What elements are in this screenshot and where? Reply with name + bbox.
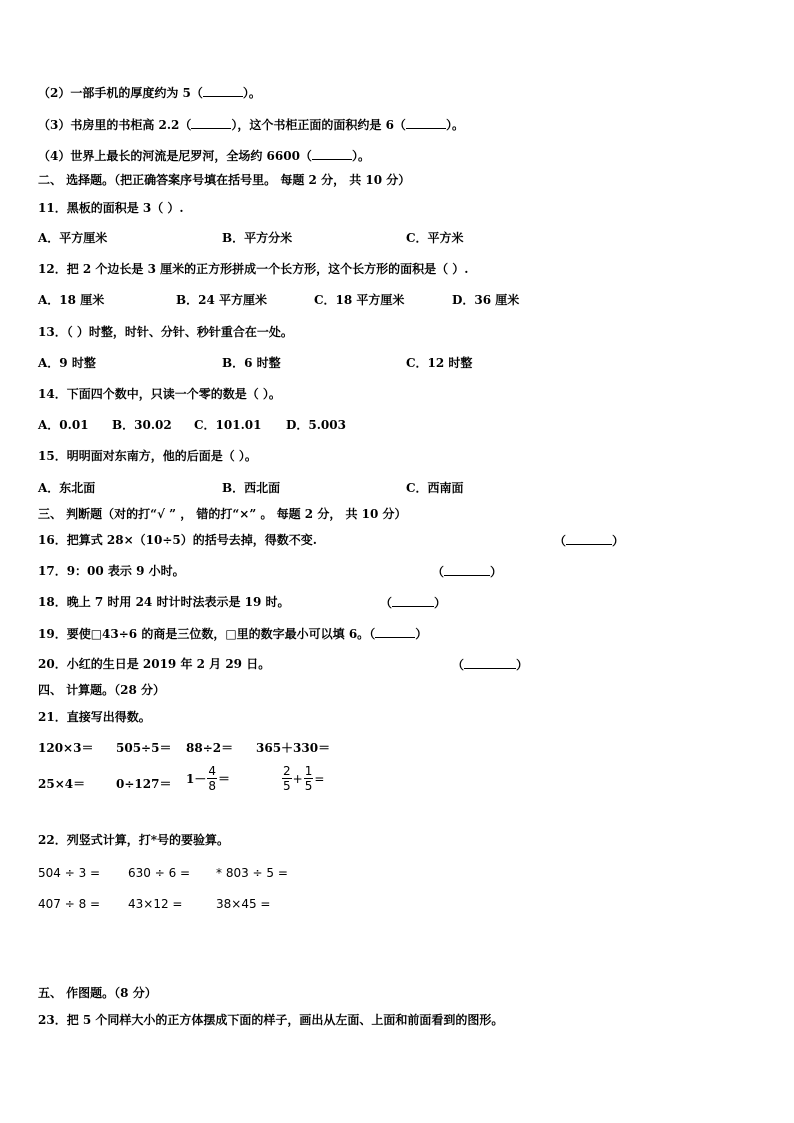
- q13-option-a[interactable]: A．9 时整: [38, 356, 96, 370]
- section3-title: 三、 判断题（对的打“√ ” ， 错的打“×” 。 每题 2 分， 共 10 分）: [38, 507, 407, 521]
- q21-stem: 21．直接写出得数。: [38, 710, 151, 724]
- q11-option-b[interactable]: B．平方分米: [222, 231, 293, 245]
- q16-text: 16．把算式 28×（10÷5）的括号去掉，得数不变.: [38, 533, 317, 547]
- q22-calc-1: 504 ÷ 3 =: [38, 866, 101, 880]
- q14-stem: 14．下面四个数中，只读一个零的数是（ ）。: [38, 387, 281, 401]
- q11-stem: 11．黑板的面积是 3（ ）.: [38, 201, 184, 215]
- q11-option-a[interactable]: A．平方厘米: [38, 231, 108, 245]
- q1-part2-end: ）。: [242, 86, 261, 100]
- q12-option-c[interactable]: C．18 平方厘米: [314, 293, 405, 307]
- fraction: $\frac{4}{8}$: [208, 764, 216, 793]
- q1-part3: [38, 116, 464, 133]
- q21-calc-4: 365＋330＝: [256, 741, 331, 755]
- q14-option-a[interactable]: A．0.01: [38, 418, 89, 432]
- q22-calc-2: 630 ÷ 6 =: [128, 866, 191, 880]
- q1-part4-end: ）。: [351, 149, 370, 163]
- q13-stem: 13．（ ）时整，时针、分针、秒针重合在一处。: [38, 325, 293, 339]
- answer-blank[interactable]: [191, 116, 231, 129]
- q17-answer[interactable]: （ ）: [432, 565, 503, 579]
- q12-stem: 12．把 2 个边长是 3 厘米的正方形拼成一个长方形，这个长方形的面积是（ ）.: [38, 262, 469, 276]
- q1-part4-text: （4）世界上最长的河流是尼罗河，全场约 6600（: [38, 149, 312, 163]
- q14-option-b[interactable]: B．30.02: [112, 418, 172, 432]
- q12-option-b[interactable]: B．24 平方厘米: [176, 293, 268, 307]
- q14-option-c[interactable]: C．101.01: [194, 418, 262, 432]
- q18-text: 18．晚上 7 时用 24 时计时法表示是 19 时。: [38, 595, 290, 609]
- section5-title: 五、 作图题。（8 分）: [38, 986, 157, 1000]
- q21-fraction-calc-1: 1－ $\frac{4}{8}$ ＝: [186, 764, 231, 793]
- fraction: $\frac{1}{5}$: [304, 764, 313, 793]
- q1-part2: [38, 84, 261, 101]
- q18-answer[interactable]: （ ）: [380, 596, 447, 610]
- section4-title: 四、 计算题。（28 分）: [38, 683, 166, 697]
- q22-calc-4: 407 ÷ 8 =: [38, 897, 101, 911]
- q21-fraction-calc-2: $\frac{2}{5}$ + $\frac{1}{5}$ =: [283, 764, 325, 793]
- fraction: $\frac{2}{5}$: [283, 764, 291, 793]
- q19-answer[interactable]: （ ）: [369, 627, 428, 641]
- q17-text: 17．9：00 表示 9 小时。: [38, 564, 185, 578]
- answer-blank[interactable]: [312, 147, 352, 160]
- q15-option-a[interactable]: A．东北面: [38, 481, 96, 495]
- section2-title: 二、 选择题。（把正确答案序号填在括号里。 每题 2 分， 共 10 分）: [38, 173, 411, 187]
- q14-option-d[interactable]: D．5.003: [286, 418, 346, 432]
- q22-calc-6: 38×45 =: [216, 897, 271, 911]
- q22-calc-5: 43×12 =: [128, 897, 183, 911]
- q15-option-c[interactable]: C．西南面: [406, 481, 464, 495]
- q13-option-c[interactable]: C．12 时整: [406, 356, 473, 370]
- q13-option-b[interactable]: B．6 时整: [222, 356, 281, 370]
- answer-blank[interactable]: [203, 84, 243, 97]
- q21-calc-3: 88÷2＝: [186, 741, 234, 755]
- q1-part4: [38, 147, 370, 164]
- q21-calc-6: 0÷127＝: [116, 777, 172, 791]
- q16-answer[interactable]: （ ）: [554, 534, 625, 548]
- q15-option-b[interactable]: B．西北面: [222, 481, 281, 495]
- q22-calc-3: * 803 ÷ 5 =: [216, 866, 288, 880]
- q20-answer[interactable]: （ ）: [452, 658, 529, 672]
- q21-calc-5: 25×4＝: [38, 777, 86, 791]
- q1-part2-text: （2）一部手机的厚度约为 5（: [38, 86, 203, 100]
- q21-calc-1: 120×3＝: [38, 741, 94, 755]
- q1-part3-end: ）。: [445, 118, 464, 132]
- answer-blank[interactable]: [406, 116, 446, 129]
- q12-option-a[interactable]: A．18 厘米: [38, 293, 105, 307]
- q12-option-d[interactable]: D．36 厘米: [452, 293, 520, 307]
- q15-stem: 15．明明面对东南方，他的后面是（ ）。: [38, 449, 257, 463]
- q11-option-c[interactable]: C．平方米: [406, 231, 464, 245]
- q21-calc-2: 505÷5＝: [116, 741, 172, 755]
- q20-text: 20．小红的生日是 2019 年 2 月 29 日。: [38, 657, 271, 671]
- q23-stem: 23．把 5 个同样大小的正方体摆成下面的样子，画出从左面、上面和前面看到的图形。: [38, 1013, 504, 1027]
- q19-text: 19．要使□43÷6 的商是三位数，□里的数字最小可以填 6。（ ）: [38, 627, 428, 641]
- q22-stem: 22．列竖式计算，打*号的要验算。: [38, 833, 229, 847]
- q1-part3-text-b: ），这个书柜正面的面积约是 6（: [231, 118, 406, 132]
- q1-part3-text-a: （3）书房里的书柜高 2.2（: [38, 118, 192, 132]
